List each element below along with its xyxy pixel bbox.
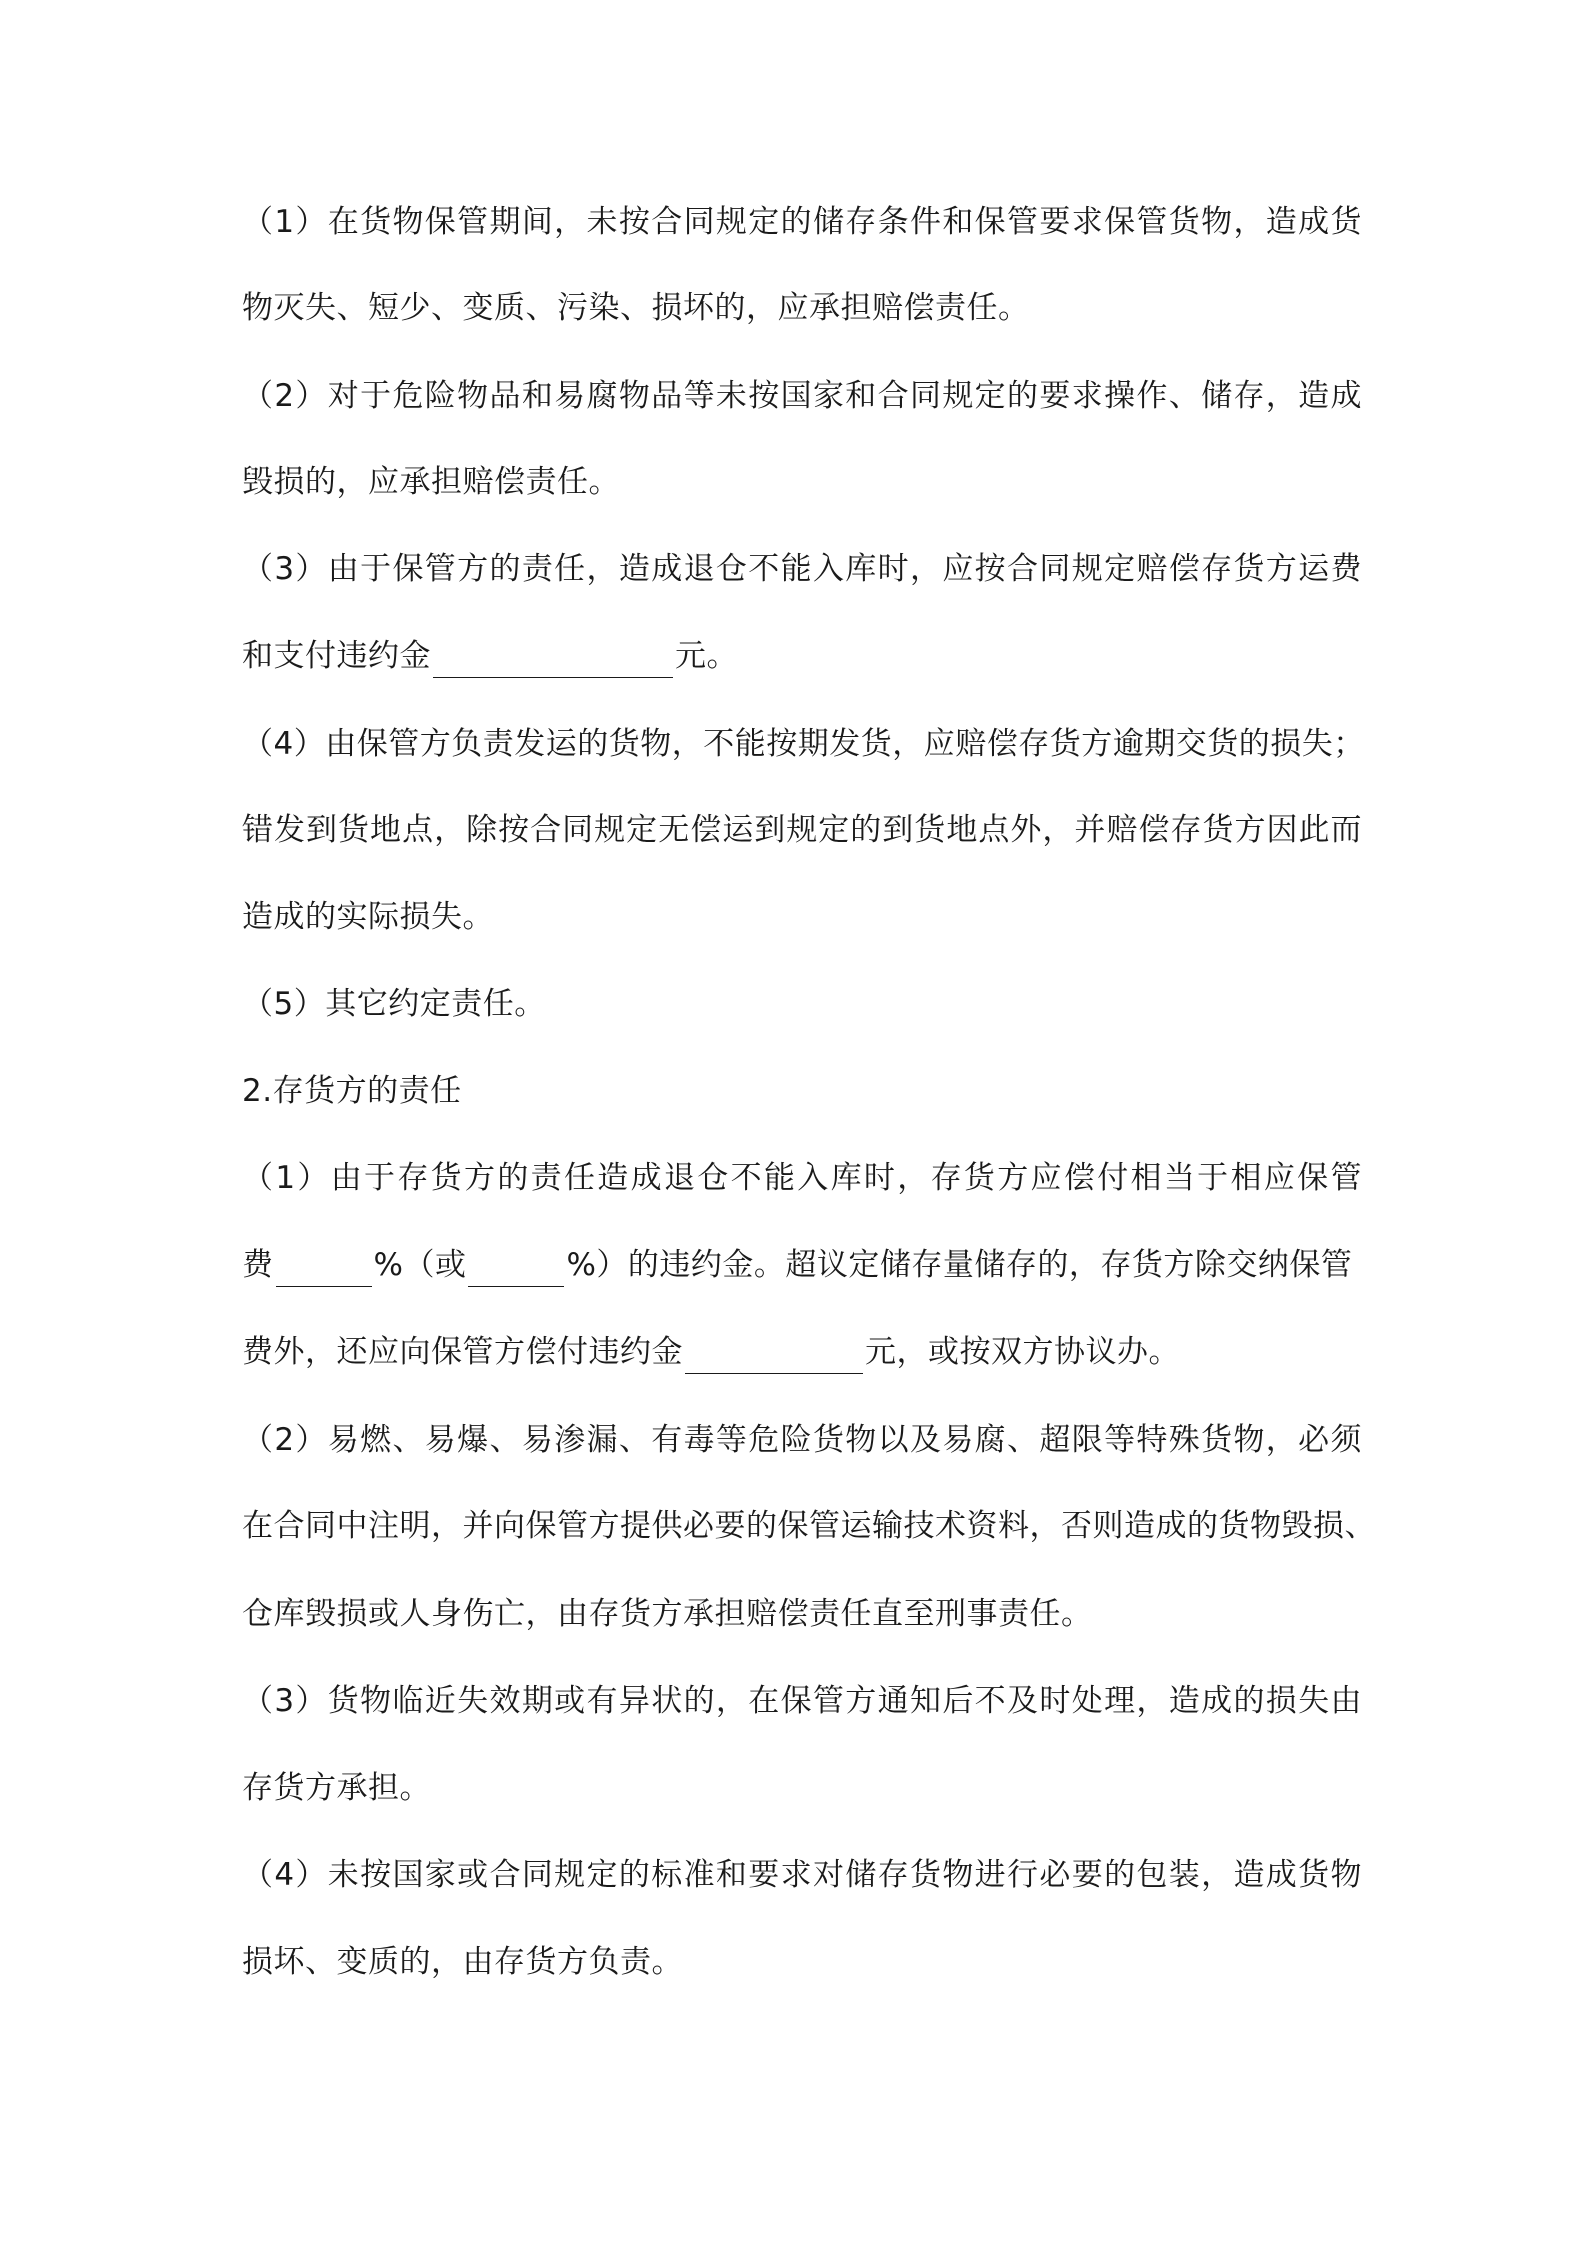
clause-3-text-before-blank: 和支付违约金 bbox=[242, 638, 431, 674]
clause-4-line-3: 造成的实际损失。 bbox=[242, 899, 494, 935]
fee-percent-blank-2[interactable] bbox=[468, 1252, 564, 1287]
clause-1-line-2: 物灭失、短少、变质、污染、损坏的，应承担赔偿责任。 bbox=[242, 290, 1030, 326]
clause-3-text-after-blank: 元。 bbox=[675, 638, 738, 674]
clause-3-line-2 bbox=[242, 634, 1362, 678]
penalty-amount-blank[interactable] bbox=[433, 643, 673, 678]
clause-4-line-1: （4）由保管方负责发运的货物，不能按期发货，应赔偿存货方逾期交货的损失； bbox=[242, 726, 1365, 762]
depositor-clause-2-line-3: 仓库毁损或人身伤亡，由存货方承担赔偿责任直至刑事责任。 bbox=[242, 1596, 1093, 1632]
fee-percent-blank-1[interactable] bbox=[276, 1252, 372, 1287]
depositor-penalty-blank[interactable] bbox=[685, 1339, 863, 1374]
depositor-clause-2-line-1: （2）易燃、易爆、易渗漏、有毒等危险货物以及易腐、超限等特殊货物，必须 bbox=[242, 1422, 1362, 1458]
depositor-clause-4-line-2: 损坏、变质的，由存货方负责。 bbox=[242, 1944, 683, 1980]
depositor-clause-1-text-before-blank: 费外，还应向保管方偿付违约金 bbox=[242, 1334, 683, 1370]
clause-1-line-1: （1）在货物保管期间，未按合同规定的储存条件和保管要求保管货物，造成货 bbox=[242, 204, 1362, 240]
section-heading: 2.存货方的责任 bbox=[242, 1073, 462, 1109]
percent-or-text: %（或 bbox=[373, 1247, 467, 1283]
depositor-clause-1-line-1: （1）由于存货方的责任造成退仓不能入库时，存货方应偿付相当于相应保管 bbox=[242, 1160, 1362, 1196]
depositor-clause-3-line-2: 存货方承担。 bbox=[242, 1770, 431, 1806]
clause-2-line-2: 毁损的，应承担赔偿责任。 bbox=[242, 464, 620, 500]
clause-5-line-1: （5）其它约定责任。 bbox=[242, 986, 546, 1022]
fee-label: 费 bbox=[242, 1247, 274, 1283]
clause-4-line-2: 错发到货地点，除按合同规定无偿运到规定的到货地点外，并赔偿存货方因此而 bbox=[242, 812, 1362, 848]
depositor-clause-3-line-1: （3）货物临近失效期或有异状的，在保管方通知后不及时处理，造成的损失由 bbox=[242, 1683, 1362, 1719]
depositor-clause-1-text-after-blank: 元，或按双方协议办。 bbox=[865, 1334, 1180, 1370]
depositor-clause-1-line-3 bbox=[242, 1330, 1362, 1374]
depositor-clause-4-line-1: （4）未按国家或合同规定的标准和要求对储存货物进行必要的包装，造成货物 bbox=[242, 1857, 1362, 1893]
clause-3-line-1: （3）由于保管方的责任，造成退仓不能入库时，应按合同规定赔偿存货方运费 bbox=[242, 551, 1362, 587]
depositor-clause-1-line-2 bbox=[242, 1243, 1362, 1287]
clause-2-line-1: （2）对于危险物品和易腐物品等未按国家和合同规定的要求操作、储存，造成 bbox=[242, 378, 1362, 414]
depositor-clause-1-line-2-rest: %）的违约金。超议定储存量储存的，存货方除交纳保管 bbox=[566, 1247, 1353, 1283]
depositor-clause-2-line-2: 在合同中注明，并向保管方提供必要的保管运输技术资料，否则造成的货物毁损、 bbox=[242, 1508, 1376, 1544]
